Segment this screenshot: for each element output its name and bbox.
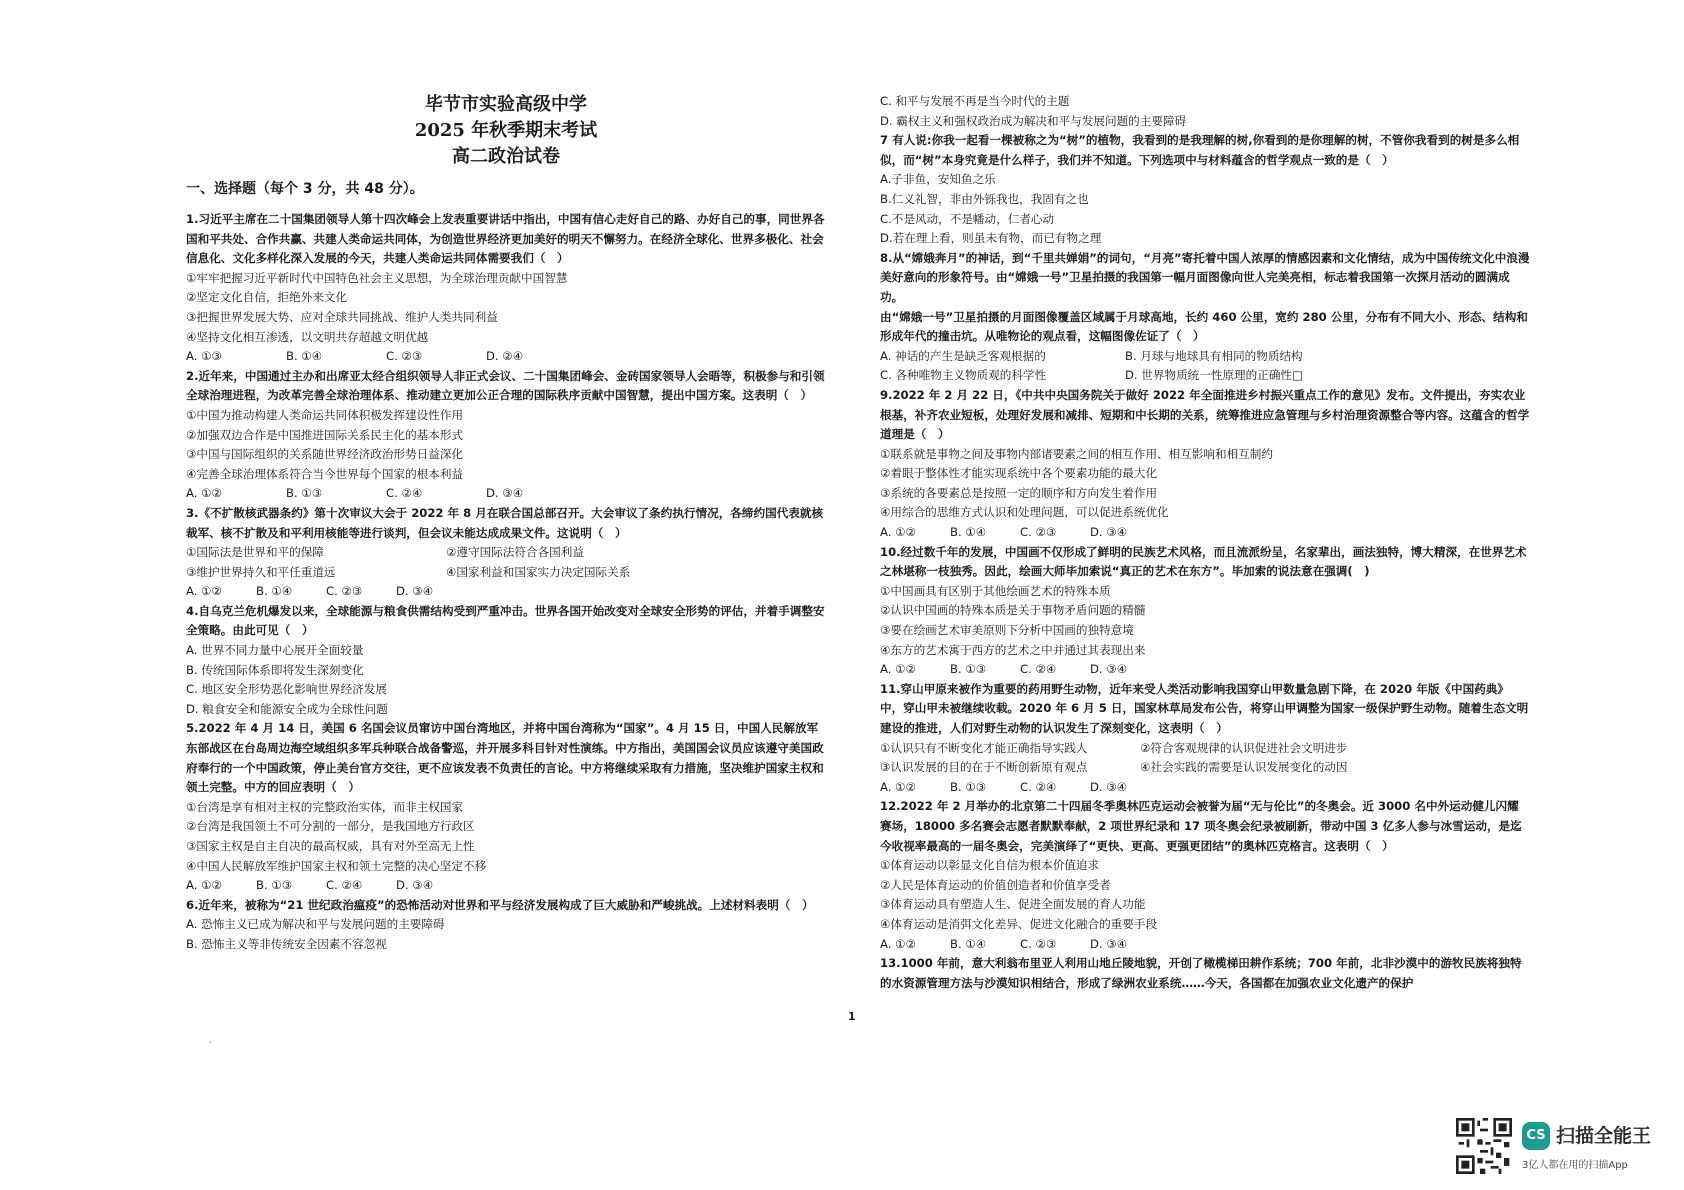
option-c: C.不是风动，不是幡动，仁者心动 (880, 211, 1055, 226)
statement-row (880, 758, 1530, 778)
option-d: D. ③④ (396, 878, 434, 893)
section-heading: 一、选择题（每个 3 分，共 48 分）。 (186, 181, 424, 197)
option-c: C. 和平与发展不再是当今时代的主题 (880, 94, 1070, 108)
option-d: D. ③④ (1090, 662, 1128, 677)
question-6 (186, 896, 826, 955)
statement-row (186, 563, 826, 583)
scanner-watermark (1456, 1118, 1666, 1176)
option-row (880, 366, 1530, 386)
qr-code-icon (1456, 1118, 1512, 1174)
option-c: C. ②④ (1020, 662, 1057, 677)
statement: ③中国与国际组织的关系随世界经济政治形势日益深化 (186, 447, 464, 462)
question-stem: 10.经过数千年的发展，中国画不仅形成了鲜明的民族艺术风格，而且流派纷呈，名家辈出，画法独特，博大精深，在世界艺术之林堪称一枝独秀。因此，绘画大师毕加索说“真正的艺术在东方”。毕加索的说法意在强调( ) (880, 544, 1527, 579)
option-c: C. 各种唯物主义物质观的科学性 (880, 368, 1047, 383)
option-d: D. ③④ (1090, 779, 1128, 794)
option-c: C. ②④ (1020, 779, 1057, 794)
right-column (880, 92, 1530, 993)
question-10 (880, 543, 1530, 680)
option-d: D. 世界物质统一性原理的正确性□ (1125, 368, 1303, 383)
statement: ②符合客观规律的认识促进社会文明进步 (1140, 740, 1348, 755)
statement: ③把握世界发展大势、应对全球共同挑战、维护人类共同利益 (186, 309, 498, 324)
statement: ②认识中国画的特殊本质是关于事物矛盾问题的精髓 (880, 603, 1146, 618)
question-12 (880, 797, 1530, 954)
option-c: C. ②④ (386, 486, 423, 501)
option-b: B. 月球与地球具有相同的物质结构 (1125, 348, 1303, 363)
question-8 (880, 249, 1530, 386)
question-6-continued (880, 92, 1530, 131)
option-b: B. 恐怖主义等非传统安全因素不容忽视 (186, 936, 387, 951)
question-stem: 5.2022 年 4 月 14 日，美国 6 名国会议员窜访中国台湾地区，并将中国台湾称为“国家”。4 月 15 日，中国人民解放军东部战区在台岛周边海空域组织多军兵种联合战备警巡，并开展多科目针对性演练。中方指出，美国国会议员应该遵守美国政府奉行的一个中国政策，停止美台官方交往，更不应该发表不负责任的言论。中方将继续采取有力措施，坚决维护国家主权和领土完整。中方的回应表明（ ） (186, 721, 824, 795)
option-row (880, 347, 1530, 367)
question-stem: 8.从“嫦娥奔月”的神话，到“千里共婵娟”的词句，“月亮”寄托着中国人浓厚的情感因素和文化情结，成为中国传统文化中浪漫美好意向的形象符号。由“嫦娥一号”卫星拍摄的我国第一幅月面图像向世人完美亮相，标志着我国第一次探月活动的圆满成功。 (880, 250, 1530, 304)
option-d: D. ③④ (1090, 936, 1128, 951)
statement: ③国家主权是自主自决的最高权威，具有对外至高无上性 (186, 839, 475, 853)
question-stem: 4.自乌克兰危机爆发以来，全球能源与粮食供需结构受到严重冲击。世界各国开始改变对全球安全形势的评估，并着手调整安全策略。由此可见（ ） (186, 603, 825, 638)
option-b: B. ①④ (286, 349, 323, 364)
statement: ②遵守国际法符合各国利益 (446, 545, 584, 560)
option-d: D. 粮食安全和能源安全成为全球性问题 (186, 701, 388, 716)
option-a: A. ①② (880, 779, 916, 794)
option-b: B. ①③ (950, 662, 987, 677)
question-2 (186, 367, 826, 504)
statement: ④体育运动是消弭文化差异、促进文化融合的重要手段 (880, 916, 1158, 931)
statement: ③体育运动具有塑造人生、促进全面发展的育人功能 (880, 897, 1146, 912)
option-a: A. 神话的产生是缺乏客观根据的 (880, 348, 1046, 363)
statement: ④完善全球治理体系符合当今世界每个国家的根本利益 (186, 466, 464, 481)
question-11 (880, 680, 1530, 798)
statement: ①体育运动以彰显文化自信为根本价值追求 (880, 858, 1100, 873)
question-5 (186, 719, 826, 895)
option-b: B. 传统国际体系即将发生深刻变化 (186, 662, 364, 677)
option-b: B. ①③ (286, 486, 323, 501)
statement: ①认识只有不断变化才能正确指导实践人 (880, 740, 1088, 755)
exam-header (186, 92, 826, 170)
question-1 (186, 210, 826, 367)
option-d: D. 霸权主义和强权政治成为解决和平与发展问题的主要障碍 (880, 113, 1187, 128)
question-9 (880, 386, 1530, 543)
question-stem-2: 由“嫦娥一号”卫星拍摄的月面图像覆盖区域属于月球高地，长约 460 公里，宽约 280 公里，分布有不同大小、形态、结构和形成年代的撞击坑。从唯物论的观点看，这幅图像佐证了（ ） (880, 309, 1528, 344)
question-stem: 6.近年来，被称为“21 世纪政治瘟疫”的恐怖活动对世界和平与经济发展构成了巨大威胁和严峻挑战。上述材料表明（ ） (186, 897, 814, 912)
statement-row (880, 739, 1530, 759)
answer-options (186, 484, 826, 504)
answer-options (880, 660, 1530, 680)
left-column (186, 92, 826, 955)
statement: ②着眼于整体性才能实现系统中各个要素功能的最大化 (880, 466, 1158, 481)
school-name: 毕节市实验高级中学 (425, 94, 587, 115)
exam-name: 2025 年秋季期末考试 (414, 120, 598, 141)
question-stem: 7 有人说:你我一起看一棵被称之为“树”的植物，我看到的是我理解的树,你看到的是你理解的树，不管你我看到的树是多么相似，而“树”本身究竟是什么样子，我们并不知道。下列选项中与材料蕴含的哲学观点一致的是（ ） (880, 133, 1520, 167)
statement: ④用综合的思维方式认识和处理问题，可以促进系统优化 (880, 505, 1169, 520)
option-a: A. ①② (186, 584, 222, 599)
option-a: A.子非鱼，安知鱼之乐 (880, 172, 996, 187)
statement: ④中国人民解放军维护国家主权和领土完整的决心坚定不移 (186, 858, 487, 873)
option-d: D. ③④ (486, 486, 524, 501)
option-a: A. ①② (880, 525, 916, 540)
statement: ③系统的各要素总是按照一定的顺序和方向发生着作用 (880, 485, 1158, 500)
option-c: C. ②③ (1020, 525, 1057, 540)
option-c: C. ②③ (1020, 936, 1057, 951)
question-4 (186, 602, 826, 720)
paper-title: 高二政治试卷 (452, 146, 560, 167)
statement: ③认识发展的目的在于不断创新原有观点 (880, 760, 1088, 775)
answer-options (186, 347, 826, 367)
option-c: C. ②④ (326, 878, 363, 893)
question-stem: 12.2022 年 2 月举办的北京第二十四届冬季奥林匹克运动会被誉为届“无与伦比”的冬奥会。近 3000 名中外运动健儿闪耀赛场，18000 多名赛会志愿者默默奉献，2 项世界纪录和 17 项冬奥会纪录被刷新，带动中国 3 亿多人参与冰雪运动，是迄今收视率最高的一届冬奥会，完美演绎了“更快、更高、更强更团结”的奥林匹克格言。这表明（ ） (880, 799, 1522, 853)
question-stem: 13.1000 年前，意大利翁布里亚人利用山地丘陵地貌，开创了橄榄梯田耕作系统；700 年前，北非沙漠中的游牧民族将独特的水资源管理方法与沙漠知识相结合，形成了绿洲农业系统……今天，各国都在加强农业文化遗产的保护 (880, 956, 1522, 990)
option-a: A. ①③ (186, 349, 222, 364)
question-stem: 3.《不扩散核武器条约》第十次审议大会于 2022 年 8 月在联合国总部召开。大会审议了条约执行情况，各缔约国代表就核裁军、核不扩散及和平利用核能等进行谈判，但会议未能达成成果文件。这说明（ ） (186, 505, 824, 540)
statement: ②人民是体育运动的价值创造者和价值享受者 (880, 877, 1111, 892)
statement: ①牢牢把握习近平新时代中国特色社会主义思想，为全球治理贡献中国智慧 (186, 270, 568, 285)
answer-options (880, 523, 1530, 543)
option-c: C. 地区安全形势恶化影响世界经济发展 (186, 682, 387, 697)
statement: ④国家利益和国家实力决定国际关系 (446, 564, 631, 579)
statement: ②台湾是我国领土不可分割的一部分，是我国地方行政区 (186, 819, 475, 834)
watermark-name: 扫描全能王 (1556, 1125, 1652, 1147)
watermark-tagline: 3亿人都在用的扫描App (1522, 1160, 1628, 1171)
statement: ②坚定文化自信，拒绝外来文化 (186, 290, 348, 305)
statement: ④坚持文化相互渗透，以文明共存超越文明优越 (186, 329, 429, 344)
statement: ④社会实践的需要是认识发展变化的动因 (1140, 760, 1348, 775)
option-b: B. ①④ (950, 525, 987, 540)
option-d: D.若在理上看，则虽未有物，而已有物之理 (880, 231, 1102, 246)
statement: ①中国画具有区别于其他绘画艺术的特殊本质 (880, 583, 1111, 598)
option-a: A. 世界不同力量中心展开全面较量 (186, 643, 364, 658)
camscanner-logo-icon: CS (1522, 1122, 1550, 1150)
answer-options (186, 876, 826, 896)
option-d: D. ②④ (486, 349, 524, 364)
page-number: 1 (848, 1010, 856, 1023)
question-stem: 2.近年来，中国通过主办和出席亚太经合组织领导人非正式会议、二十国集团峰会、金砖国家领导人会晤等，积极参与和引领全球治理进程，为改革完善全球治理体系、推动建立更加公正合理的国际秩序贡献中国智慧，提出中国方案。这表明（ ） (186, 368, 825, 403)
statement: ①联系就是事物之间及事物内部诸要素之间的相互作用、相互影响和相互制约 (880, 446, 1273, 461)
statement: ①中国为推动构建人类命运共同体积极发挥建设性作用 (186, 407, 464, 422)
question-stem: 1.习近平主席在二十国集团领导人第十四次峰会上发表重要讲话中指出，中国有信心走好自己的路、办好自己的事，同世界各国和平共处、合作共赢、共建人类命运共同体，为创造世界经济更加美好的明天不懈努力。在经济全球化、世界多极化、社会信息化、文化多样化深入发展的今天，共建人类命运共同体需要我们（ ） (186, 212, 825, 266)
option-d: D. ③④ (1090, 525, 1128, 540)
statement: ④东方的艺术寓于西方的艺术之中并通过其表现出来 (880, 642, 1146, 657)
option-a: A. ①② (880, 662, 916, 677)
option-c: C. ②③ (326, 584, 363, 599)
statement: ①台湾是享有相对主权的完整政治实体，而非主权国家 (186, 799, 464, 814)
scan-speck: · (209, 1038, 212, 1047)
question-stem: 11.穿山甲原来被作为重要的药用野生动物，近年来受人类活动影响我国穿山甲数量急剧下降，在 2020 年版《中国药典》中，穿山甲未被继续收载。2020 年 6 月 5 日，国家林草局发布公告，将穿山甲调整为国家一级保护野生动物。随着生态文明建设的推进，人们对野生动物的认识发生了深刻变化，这表明（ ） (880, 681, 1529, 735)
option-a: A. ①② (880, 936, 916, 951)
option-c: C. ②③ (386, 349, 423, 364)
option-b: B. ①③ (950, 779, 987, 794)
answer-options (880, 778, 1530, 798)
statement: ②加强双边合作是中国推进国际关系民主化的基本形式 (186, 427, 464, 442)
question-3 (186, 504, 826, 602)
option-a: A. ①② (186, 878, 222, 893)
statement: ③要在绘画艺术审美原则下分析中国画的独特意境 (880, 623, 1134, 638)
statement: ③维护世界持久和平任重道远 (186, 564, 336, 579)
question-13 (880, 954, 1530, 993)
question-stem: 9.2022 年 2 月 22 日，《中共中央国务院关于做好 2022 年全面推进乡村振兴重点工作的意见》发布。文件提出，夯实农业根基，补齐农业短板，处理好发展和减排、短期和中长期的关系，统筹推进应急管理与乡村治理资源整合等内容。这蕴含的哲学道理是（ ） (880, 387, 1530, 442)
answer-options (880, 935, 1530, 955)
statement: ①国际法是世界和平的保障 (186, 545, 324, 560)
option-d: D. ③④ (396, 584, 434, 599)
option-b: B.仁义礼智，非由外铄我也，我固有之也 (880, 191, 1089, 206)
option-b: B. ①④ (950, 936, 987, 951)
answer-options (186, 582, 826, 602)
option-b: B. ①④ (256, 584, 293, 599)
option-a: A. 恐怖主义已成为解决和平与发展问题的主要障碍 (186, 917, 445, 932)
option-a: A. ①② (186, 486, 222, 501)
question-7 (880, 131, 1530, 249)
option-b: B. ①③ (256, 878, 293, 893)
statement-row (186, 543, 826, 563)
